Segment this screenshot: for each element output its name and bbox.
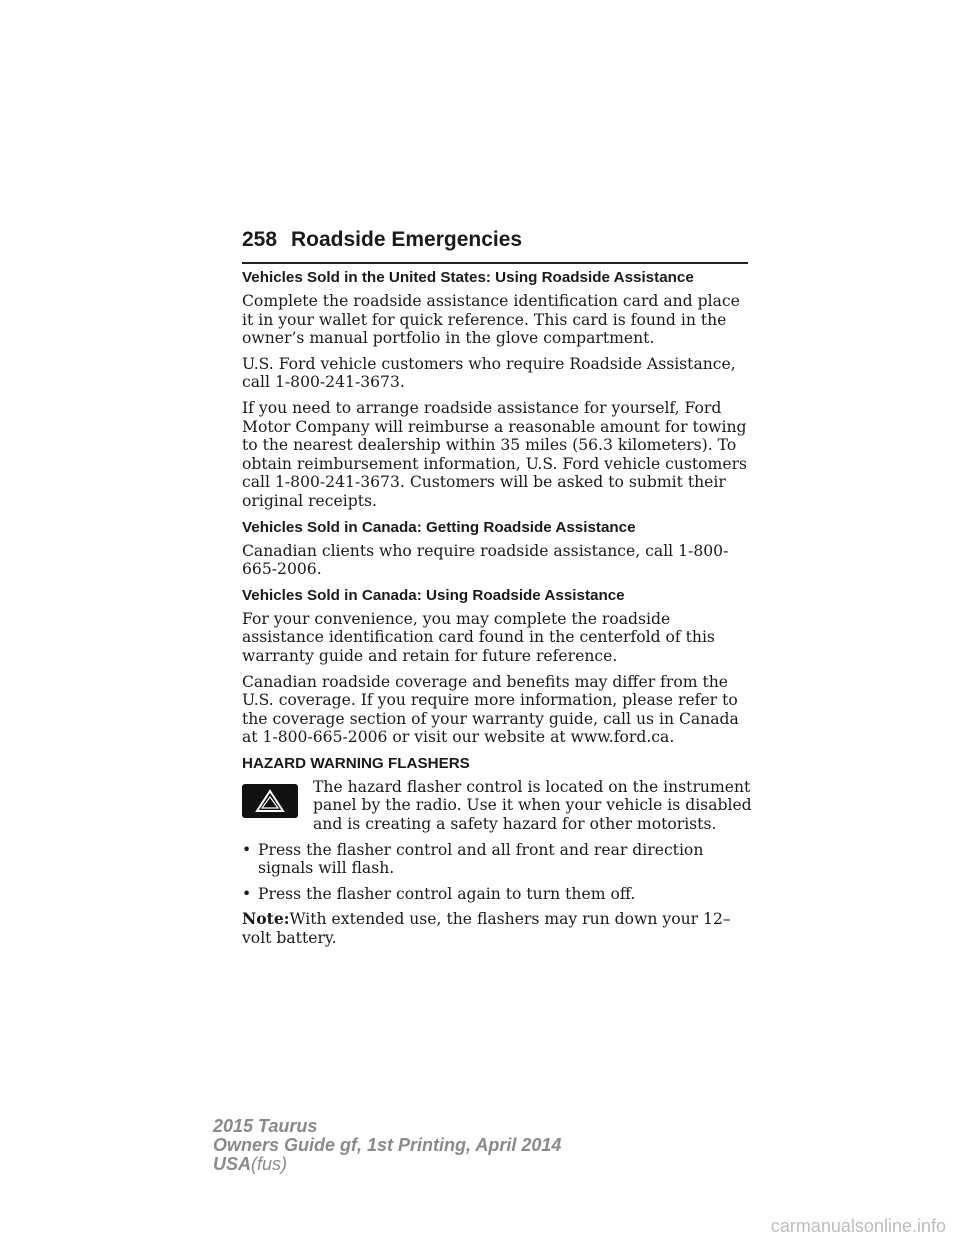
heading-canada-getting-roadside: Vehicles Sold in Canada: Getting Roadside Assistance xyxy=(242,518,636,536)
page-number: 258 xyxy=(242,228,278,251)
footer-region-main: USA xyxy=(213,1154,252,1174)
hazard-intro-block xyxy=(242,778,752,834)
page-header xyxy=(242,228,748,264)
note xyxy=(242,910,752,947)
document-footer xyxy=(213,1117,561,1174)
paragraph: Canadian roadside coverage and benefits may differ from the U.S. coverage. If you require more information, please refer to the coverage section of your warranty guide, call us in Canada at 1-800-665-2006 or visit our website at www.ford.ca. xyxy=(242,672,739,747)
list-item xyxy=(242,841,752,878)
paragraph: U.S. Ford vehicle customers who require Roadside Assistance, call 1-800-241-3673. xyxy=(242,354,736,392)
hazard-triangle-icon xyxy=(242,784,298,818)
heading-canada-using-roadside: Vehicles Sold in Canada: Using Roadside Assistance xyxy=(242,586,625,604)
footer-region xyxy=(213,1155,561,1174)
heading-us-using-roadside: Vehicles Sold in the United States: Using Roadside Assistance xyxy=(242,269,694,286)
page-content xyxy=(242,268,752,955)
footer-model: 2015 Taurus xyxy=(213,1116,318,1136)
footer-region-code: (fus) xyxy=(251,1154,288,1174)
paragraph: Complete the roadside assistance identification card and place it in your wallet for quick reference. This card is found in the owner’s manual portfolio in the glove compartment. xyxy=(242,292,740,348)
bullet-icon: • xyxy=(242,884,252,903)
note-label: Note: xyxy=(242,909,290,929)
paragraph: Canadian clients who require roadside assistance, call 1-800-665-2006. xyxy=(242,541,729,579)
list-item-text: Press the flasher control and all front and rear direction signals will flash. xyxy=(258,840,704,878)
list-item-text: Press the flasher control again to turn them off. xyxy=(258,884,636,903)
paragraph: For your convenience, you may complete the roadside assistance identification card found in the centerfold of this warranty guide and retain for future reference. xyxy=(242,609,715,665)
heading-hazard-warning-flashers: HAZARD WARNING FLASHERS xyxy=(242,754,470,772)
list-item xyxy=(242,885,752,904)
hazard-intro-text: The hazard flasher control is located on the instrument panel by the radio. Use it when your vehicle is disabled and is creating a safety hazard for other motorists. xyxy=(313,777,752,834)
bullet-icon: • xyxy=(242,840,252,859)
footer-printing: Owners Guide gf, 1st Printing, April 2014 xyxy=(213,1135,562,1155)
section-title: Roadside Emergencies xyxy=(291,228,523,251)
paragraph: If you need to arrange roadside assistance for yourself, Ford Motor Company will reimburse a reasonable amount for towing to the nearest dealership within 35 miles (56.3 kilometers). To obtain reimbursement information, U.S. Ford vehicle customers call 1-800-241-3673. Customers will be asked to submit their original receipts. xyxy=(242,398,748,510)
note-text: With extended use, the flashers may run down your 12–volt battery. xyxy=(242,910,731,948)
watermark: carmanualsonline.info xyxy=(770,1216,946,1236)
